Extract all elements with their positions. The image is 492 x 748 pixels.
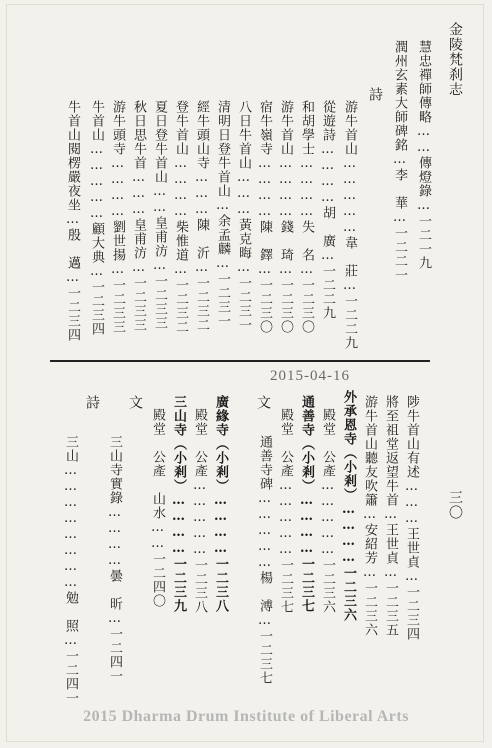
- toc-entry: 八日牛首山………黃克晦…一二三一: [236, 100, 251, 332]
- toc-entry: 潤州玄素大師碑銘…李 華…一二二一: [392, 40, 407, 282]
- toc-entry: 經牛頭山寺………陳 沂…一二三二: [194, 100, 209, 332]
- temple-heading: 通善寺（小剎）…………一二三七: [299, 395, 314, 613]
- toc-entry: 登牛首山…………柴惟道…一二三二: [173, 100, 188, 334]
- toc-entry: 殿堂 公產……………一二三六: [320, 408, 335, 614]
- toc-entry: 清明日登牛首山…余孟麟…一二三一: [215, 100, 230, 328]
- temple-heading: 外承恩寺（小剎）…………一二三六: [341, 390, 356, 622]
- toc-entry: 和胡學士…………失 名…一二三〇: [299, 100, 314, 334]
- toc-entry: 殿堂 公產 山水……一二四〇: [150, 408, 165, 608]
- toc-entry: 宿牛嶺寺…………陳 鐸…一二三〇: [257, 100, 272, 334]
- toc-entry: 殿堂 公產……………一二三八: [192, 408, 207, 614]
- section-heading: 詩: [367, 87, 383, 102]
- temple-heading: 廣緣寺（小剎）…………一二三八: [213, 395, 228, 613]
- page-number: 三〇: [447, 490, 463, 520]
- toc-entry: 牛首山閱楞嚴夜坐…殷 邁…一二三四: [65, 100, 80, 342]
- date-stamp: 2015-04-16: [270, 368, 350, 384]
- toc-entry: 夏日登牛首山……皇甫汸…一二三三: [152, 100, 167, 330]
- toc-entry: 游牛首山……………韋 莊…一二二九: [342, 100, 357, 350]
- toc-entry: 將至祖堂返望牛首…王世貞…一二三五: [383, 395, 398, 637]
- section-heading: 文: [255, 395, 271, 410]
- toc-entry: 三山……………………勉 照…一二四一: [63, 435, 78, 705]
- toc-entry: 從遊詩…………胡 廣…一二二九: [320, 100, 335, 320]
- toc-entry: 陟牛首山有述………王世貞…一二三四: [404, 395, 419, 641]
- watermark-footer: 2015 Dharma Drum Institute of Liberal Arts: [83, 708, 409, 725]
- section-heading: 詩: [84, 395, 100, 410]
- temple-heading: 三山寺（小剎）…………一二三九: [171, 395, 186, 613]
- toc-entry: 牛首山……………顧大典…一二三四: [89, 100, 104, 336]
- toc-entry: 通善寺碑……………楊 溥…一二三七: [257, 435, 272, 685]
- toc-entry: 慧忠禪師傳略……傳燈錄…一二一九: [416, 40, 431, 270]
- section-heading: 文: [127, 395, 143, 410]
- toc-entry: 游牛首山聽友吹簫…安紹芳…一二三六: [362, 395, 377, 637]
- section-divider: [50, 360, 430, 362]
- toc-entry: 秋日思牛首………皇甫汸…一二三三: [131, 100, 146, 332]
- toc-entry: 游牛頭寺…………劉世揚…一二三三: [110, 100, 125, 334]
- toc-entry: 三山寺實錄…………曇 昕…一二四一: [107, 435, 122, 683]
- book-title: 金陵梵刹志: [447, 22, 463, 97]
- toc-entry: 殿堂 公產……………一二三七: [278, 408, 293, 614]
- toc-entry: 游牛首山…………錢 琦…一二三〇: [278, 100, 293, 334]
